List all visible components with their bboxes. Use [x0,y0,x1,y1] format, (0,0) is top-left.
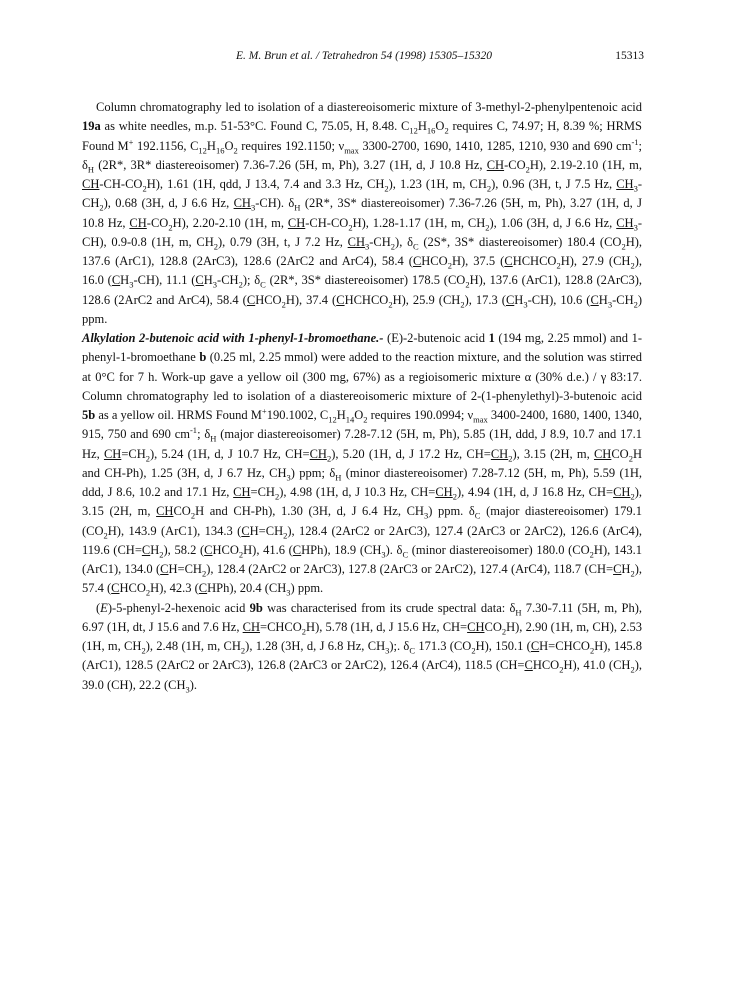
paragraph-compound-9b: (E)-5-phenyl-2-hexenoic acid 9b was characterised from its crude spectral data: $\delta_H$ 7.30-7.11 (5H, m, Ph), 6.97 (1H, dt, J 15.6 and 7.6 Hz, $CH=CHCO_2H$), 5.78 (1H, d, J 15.6 Hz, $CH=CHCO_2H$), 2.90 (1H, m, CH), 2.53 (1H, m, $CH_2$), 2.48 (1H, m, $CH_2$), 1.28 (3H, d, J 6.8 Hz, $CH_3$);. $\delta_C$ 171.3 $(CO_2H)$, 150.1 $(CH=CHCO_2H)$, 145.8 (ArC1), 128.5 (2ArC2 or 2ArC3), 126.8 (2ArC3 or 2ArC2), 126.4 (ArC4), 118.5 $(CH=CHCO_2H)$, 41.0 $(CH_2)$, 39.0 (CH), 22.2 $(CH_3)$. [82,600,643,694]
running-title: E. M. Brun et al. / Tetrahedron 54 (1998) 15305–15320 [236,50,492,62]
running-header [84,50,644,66]
section-heading: Alkylation 2-butenoic acid with 1-phenyl-1-bromoethane.- [82,331,384,345]
page-number: 15313 [615,50,644,62]
paragraph-compound-19a: Column chromatography led to isolation of a diastereoisomeric mixture of 3-methyl-2-phenylpentenoic acid 19a as white needles, m.p. 51-53°C. Found C, 75.05, H, 8.48. $C_{12}H_{16}O_2$ requires C, 74.97; H, 8.39 %; HRMS Found M+ 192.1156, $C_{12}H_{16}O_2$ requires 192.1150; $\nu_{max}$ 3300-2700, 1690, 1410, 1285, 1210, 930 and 690 $cm^{-1}$; $\delta_H$ (2R*, 3R* diastereoisomer) 7.36-7.26 (5H, m, Ph), 3.27 (1H, d, J 10.8 Hz, $CH-CO_2H$), 2.19-2.10 (1H, m, $CH-CH-CO_2H$), 1.61 (1H, qdd, J 13.4, 7.4 and 3.3 Hz, $CH_2$), 1.23 (1H, m, $CH_2$), 0.96 (3H, t, J 7.5 Hz, $CH_3-CH_2$), 0.68 (3H, d, J 6.6 Hz, $CH_3-CH$). $\delta_H$ (2R*, 3S* diastereoisomer) 7.36-7.26 (5H, m, Ph), 3.27 (1H, d, J 10.8 Hz, $CH-CO_2H$), 2.20-2.10 (1H, m, $CH-CH-CO_2H$), 1.28-1.17 (1H, m, $CH_2$), 1.06 (3H, d, J 6.6 Hz, $CH_3-CH$), 0.9-0.8 (1H, m, $CH_2$), 0.79 (3H, t, J 7.2 Hz, $CH_3-CH_2$), $\delta_C$ (2S*, 3S* diastereoisomer) 180.4 $(CO_2H)$, 137.6 (ArC1), 128.8 (2ArC3), 128.6 (2ArC2 and ArC4), 58.4 $(CHCO_2H)$, 37.5 $(CHCHCO_2H)$, 27.9 $(CH_2)$, 16.0 $(CH_3-CH)$, 11.1 $(CH_3-CH_2)$; $\delta_C$ (2R*, 3S* diastereoisomer) 178.5 $(CO_2H)$, 137.6 (ArC1), 128.8 (2ArC3), 128.6 (2ArC2 and ArC4), 58.4 $(CHCO_2H)$, 37.4 $(CHCHCO_2H)$, 25.9 $(CH_2)$, 17.3 $(CH_3-CH)$, 10.6 $(CH_3-CH_2)$ ppm. [82,100,643,326]
paragraph-alkylation-5b: Alkylation 2-butenoic acid with 1-phenyl-1-bromoethane.- (E)-2-butenoic acid 1 (194 mg, 2.25 mmol) and 1-phenyl-1-bromoethane b (0.25 ml, 2.25 mmol) were added to the reaction mixture, and the solution was stirred at 0°C for 7 h. Work-up gave a yellow oil (300 mg, 67%) as a regioisomeric mixture α (30% d.e.) / γ 83:17. Column chromatography led to isolation of a diastereoisomeric mixture of 2-(1-phenylethyl)-3-butenoic acid 5b as a yellow oil. HRMS Found M+190.1002, $C_{12}H_{14}O_2$ requires 190.0994; $\nu_{max}$ 3400-2400, 1680, 1400, 1340, 915, 750 and 690 $cm^{-1}$; $\delta_H$ (major diastereoisomer) 7.28-7.12 (5H, m, Ph), 5.85 (1H, ddd, J 8.9, 10.7 and 17.1 Hz, $CH=CH_2$), 5.24 (1H, d, J 10.7 Hz, $CH=CH_2$), 5.20 (1H, d, J 17.2 Hz, $CH=CH_2$), 3.15 (2H, m, $CHCO_2H$ and CH-Ph), 1.25 (3H, d, J 6.7 Hz, $CH_3$) ppm; $\delta_H$ (minor diastereoisomer) 7.28-7.12 (5H, m, Ph), 5.59 (1H, ddd, J 8.6, 10.2 and 17.1 Hz, $CH=CH_2$), 4.98 (1H, d, J 10.3 Hz, $CH=CH_2$), 4.94 (1H, d, J 16.8 Hz, $CH=CH_2$), 3.15 (2H, m, $CHCO_2H$ and CH-Ph), 1.30 (3H, d, J 6.4 Hz, $CH_3$) ppm. $\delta_C$ (major diastereoisomer) 179.1 $(CO_2H)$, 143.9 (ArC1), 134.3 $(CH=CH_2)$, 128.4 (2ArC2 or 2ArC3), 127.4 (2ArC3 or 2ArC2), 126.6 (ArC4), 119.6 $(CH=CH_2)$, 58.2 $(CHCO_2H)$, 41.6 (CHPh), 18.9 $(CH_3)$. $\delta_C$ (minor diastereoisomer) 180.0 $(CO_2H)$, 143.1 (ArC1), 134.0 $(CH=CH_2)$, 128.4 (2ArC2 or 2ArC3), 127.8 (2ArC3 or 2ArC2), 127.4 (ArC4), 118.7 $(CH=CH_2)$, 57.4 $(CHCO_2H)$, 42.3 (CHPh), 20.4 $(CH_3)$ ppm. [82,331,643,598]
article-body [82,98,642,695]
